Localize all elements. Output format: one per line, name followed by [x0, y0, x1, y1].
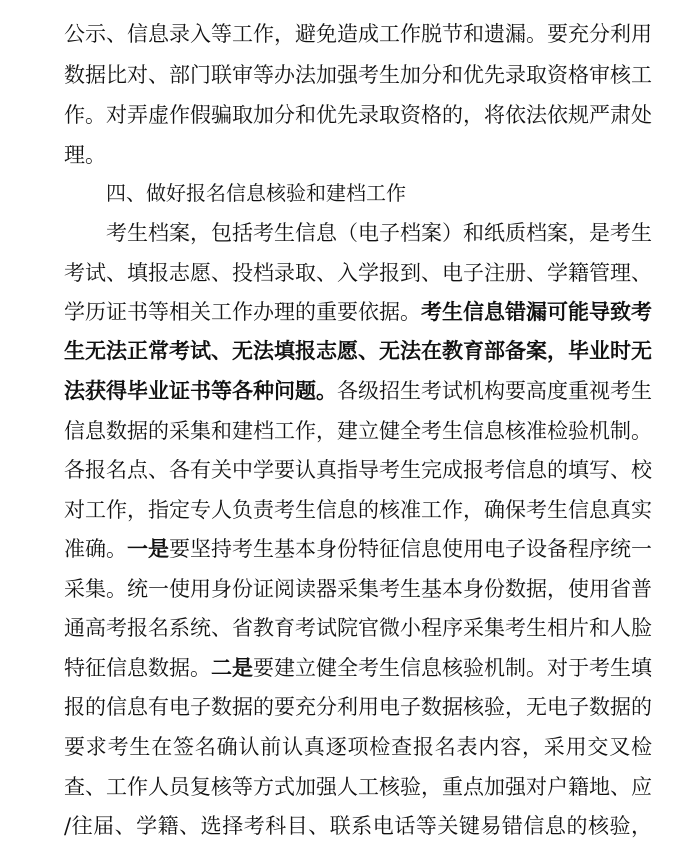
paragraph-line: 公示、信息录入等工作，避免造成工作脱节和遗漏。要充分利用: [64, 22, 652, 46]
paragraph-line: 数据比对、部门联审等办法加强考生加分和优先录取资格审核工: [64, 63, 652, 87]
paragraph-line: /往届、学籍、选择考科目、联系电话等关键易错信息的核验，: [64, 814, 652, 838]
paragraph-line: 考生档案，包括考生信息（电子档案）和纸质档案，是考生: [106, 221, 652, 245]
paragraph-line: [64, 296, 652, 328]
bold-paragraph-line: 生无法正常考试、无法填报志愿、无法在教育部备案，毕业时无: [64, 338, 652, 363]
text-run: 特征信息数据。: [64, 656, 211, 680]
paragraph-line: 信息数据的采集和建档工作，建立健全考生信息核准检验机制。: [64, 419, 652, 443]
paragraph-line: 通高考报名系统、省教育考试院官微小程序采集考生相片和人脸: [64, 616, 652, 640]
paragraph-line: 查、工作人员复核等方式加强人工核验，重点加强对户籍地、应: [64, 775, 652, 799]
paragraph-line: 考试、填报志愿、投档录取、入学报到、电子注册、学籍管理、: [64, 261, 652, 285]
paragraph-line: 采集。统一使用身份证阅读器采集考生基本身份数据，使用省普: [64, 577, 652, 601]
paragraph-line: 理。: [64, 143, 106, 167]
section-heading: 四、做好报名信息核验和建档工作: [106, 181, 406, 205]
bold-text-run: 一是: [127, 536, 169, 561]
bold-text-run: 法获得毕业证书等各种问题。: [64, 378, 337, 403]
paragraph-line: [64, 652, 652, 684]
paragraph-line: 要求考生在签名确认前认真逐项检查报名表内容，采用交叉检: [64, 735, 652, 759]
bold-text-run: 二是: [211, 655, 253, 680]
text-run: 各级招生考试机构要高度重视考生: [337, 379, 652, 403]
bold-text-run: 考生信息错漏可能导致考: [421, 299, 652, 324]
text-run: 要建立健全考生信息核验机制。对于考生填: [253, 656, 652, 680]
text-run: 学历证书等相关工作办理的重要依据。: [64, 300, 421, 324]
text-run: 准确。: [64, 537, 127, 561]
paragraph-line: 作。对弄虚作假骗取加分和优先录取资格的，将依法依规严肃处: [64, 103, 652, 127]
paragraph-line: 报的信息有电子数据的要充分利用电子数据核验，无电子数据的: [64, 695, 652, 719]
text-run: 要坚持考生基本身份特征信息使用电子设备程序统一: [169, 537, 652, 561]
paragraph-line: [64, 375, 652, 407]
paragraph-line: 各报名点、各有关中学要认真指导考生完成报考信息的填写、校: [64, 458, 652, 482]
paragraph-line: [64, 533, 652, 565]
paragraph-line: 对工作，指定专人负责考生信息的核准工作，确保考生信息真实: [64, 498, 652, 522]
